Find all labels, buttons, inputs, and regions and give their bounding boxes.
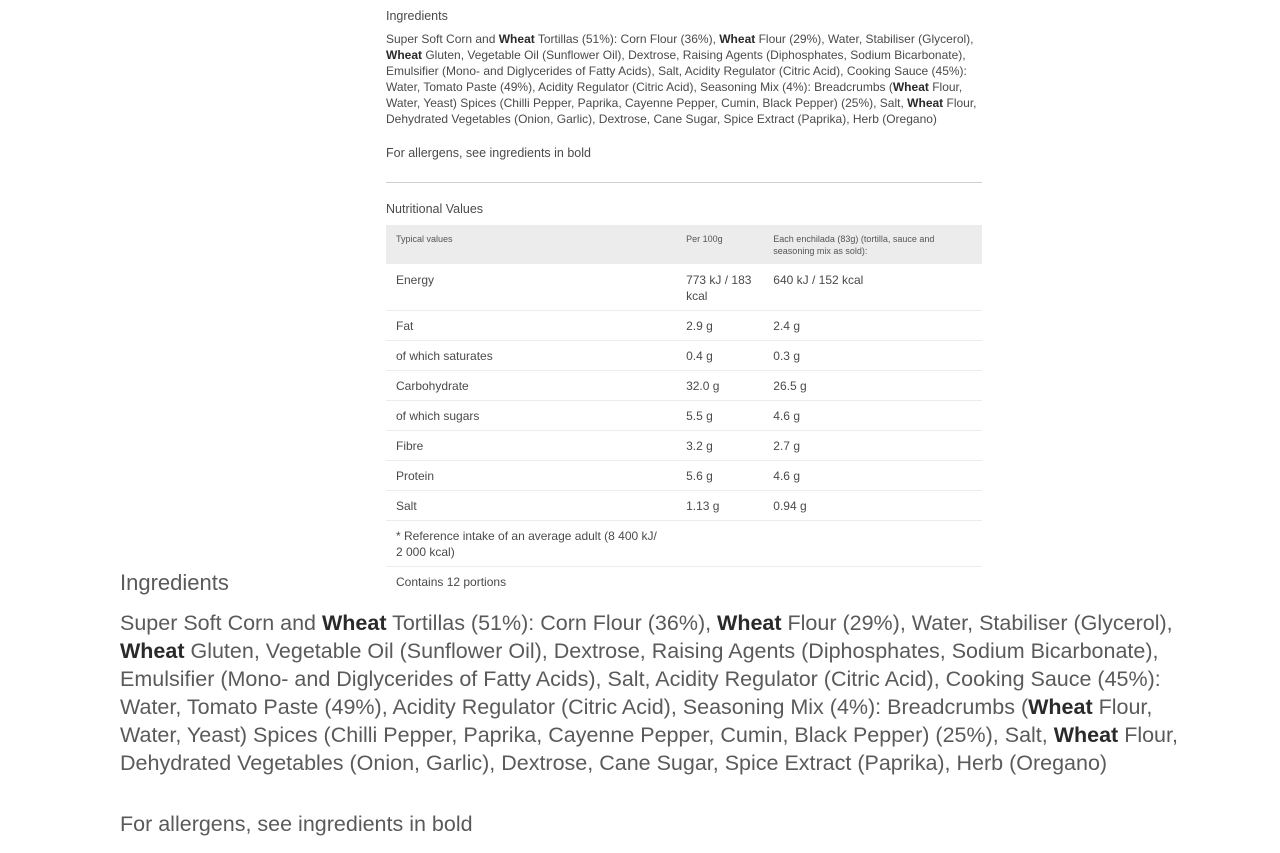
- table-row: [386, 371, 982, 401]
- per-enchilada-value: 0.94 g: [763, 491, 982, 521]
- header-typical-values: Typical values: [386, 225, 676, 264]
- ingredient-text-segment: Tortillas (51%): Corn Flour (36%),: [386, 611, 718, 635]
- per-enchilada-value: 640 kJ / 152 kcal: [763, 264, 982, 311]
- per-enchilada-value: 2.4 g: [763, 311, 982, 341]
- nutrient-label: Carbohydrate: [386, 371, 676, 401]
- per-100g-value: 773 kJ / 183 kcal: [676, 264, 763, 311]
- per-100g-value: 5.6 g: [676, 461, 763, 491]
- nutrition-table-body: [386, 264, 982, 596]
- nutrition-table: [386, 225, 982, 596]
- table-row: [386, 311, 982, 341]
- nutrient-label: Fat: [386, 311, 676, 341]
- per-100g-value: 5.5 g: [676, 401, 763, 431]
- nutrition-heading: Nutritional Values: [386, 202, 484, 216]
- table-row: [386, 264, 982, 311]
- allergen-word: Wheat: [907, 96, 944, 110]
- ingredient-text-segment: Super Soft Corn and: [120, 611, 322, 635]
- allergen-word: Wheat: [1028, 695, 1093, 719]
- per-100g-value: 3.2 g: [676, 431, 763, 461]
- ingredients-text: [386, 31, 982, 127]
- table-row: [386, 431, 982, 461]
- ingredient-text-segment: Gluten, Vegetable Oil (Sunflower Oil), Dextrose, Raising Agents (Diphosphates, Sodium Bicarbonate), Emulsifier (Mono- and Diglycerides of Fatty Acids), Salt, Acidity Regulator (Citric Acid), Cooking Sauce (45%): Water, Tomato Paste (49%), Acidity Regulator (Citric Acid), Seasoning Mix (4%): Breadcrumbs (: [120, 639, 1161, 719]
- nutrient-label: of which saturates: [386, 341, 676, 371]
- nutrient-label: Protein: [386, 461, 676, 491]
- per-enchilada-value: 2.7 g: [763, 431, 982, 461]
- ingredient-text-segment: Flour, Dehydrated Vegetables (Onion, Garlic), Dextrose, Cane Sugar, Spice Extract (Paprika), Herb (Oregano): [120, 723, 1178, 775]
- per-100g-value: 0.4 g: [676, 341, 763, 371]
- table-row: [386, 491, 982, 521]
- ingredient-text-segment: Flour, Dehydrated Vegetables (Onion, Garlic), Dextrose, Cane Sugar, Spice Extract (Paprika), Herb (Oregano): [386, 96, 977, 126]
- table-row: [386, 341, 982, 371]
- ingredient-text-segment: Flour (29%), Water, Stabiliser (Glycerol),: [781, 611, 1173, 635]
- ingredient-text-segment: Flour (29%), Water, Stabiliser (Glycerol),: [755, 32, 974, 46]
- reference-note-row: [386, 521, 982, 567]
- per-100g-value: 32.0 g: [676, 371, 763, 401]
- allergen-word: Wheat: [1053, 723, 1119, 747]
- per-100g-value: 1.13 g: [676, 491, 763, 521]
- ingredient-text-segment: Super Soft Corn and: [386, 32, 499, 46]
- nutrient-label: Salt: [386, 491, 676, 521]
- allergen-word: Wheat: [321, 611, 387, 635]
- table-row: [386, 461, 982, 491]
- nutrition-header-row: [386, 225, 982, 264]
- allergen-word: Wheat: [717, 611, 782, 635]
- ingredient-text-segment: Flour, Water, Yeast) Spices (Chilli Pepper, Paprika, Cayenne Pepper, Cumin, Black Pepper) (25%), Salt,: [120, 695, 1153, 747]
- empty-cell: [763, 521, 982, 567]
- per-enchilada-value: 0.3 g: [763, 341, 982, 371]
- ingredient-text-segment: Tortillas (51%): Corn Flour (36%),: [534, 32, 720, 46]
- allergen-word: Wheat: [892, 80, 929, 94]
- empty-cell: [676, 521, 763, 567]
- ingredients-section: [386, 9, 982, 160]
- per-enchilada-value: 4.6 g: [763, 401, 982, 431]
- per-100g-value: 2.9 g: [676, 311, 763, 341]
- ingredient-text-segment: Flour, Water, Yeast) Spices (Chilli Pepper, Paprika, Cayenne Pepper, Cumin, Black Pepper) (25%), Salt,: [386, 80, 963, 110]
- per-enchilada-value: 26.5 g: [763, 371, 982, 401]
- header-each-enchilada: Each enchilada (83g) (tortilla, sauce and seasoning mix as sold):: [763, 225, 982, 264]
- table-row: [386, 401, 982, 431]
- ingredients-enlarged-section: [120, 566, 1180, 838]
- allergen-note: For allergens, see ingredients in bold: [386, 146, 591, 160]
- per-enchilada-value: 4.6 g: [763, 461, 982, 491]
- nutrient-label: Energy: [386, 264, 676, 311]
- header-per-100g: Per 100g: [676, 225, 763, 264]
- section-divider: [386, 182, 982, 183]
- portions-note: Contains 12 portions: [396, 575, 507, 589]
- allergen-word: Wheat: [719, 32, 756, 46]
- nutrition-section: [386, 202, 982, 596]
- allergen-word: Wheat: [386, 48, 422, 62]
- allergen-word: Wheat: [120, 639, 185, 663]
- nutrient-label: Fibre: [386, 431, 676, 461]
- allergen-enlarged-note: For allergens, see ingredients in bold: [120, 812, 473, 836]
- ingredients-enlarged-heading: Ingredients: [120, 570, 229, 595]
- ingredients-heading: Ingredients: [386, 9, 448, 23]
- nutrient-label: of which sugars: [386, 401, 676, 431]
- ingredients-enlarged-text: [120, 609, 1180, 777]
- allergen-word: Wheat: [498, 32, 535, 46]
- reference-intake-note: * Reference intake of an average adult (8 400 kJ/ 2 000 kcal): [386, 521, 676, 567]
- ingredient-text-segment: Gluten, Vegetable Oil (Sunflower Oil), Dextrose, Raising Agents (Diphosphates, Sodium Bicarbonate), Emulsifier (Mono- and Diglycerides of Fatty Acids), Salt, Acidity Regulator (Citric Acid), Cooking Sauce (45%): Water, Tomato Paste (49%), Acidity Regulator (Citric Acid), Seasoning Mix (4%): Breadcrumbs (: [386, 48, 967, 94]
